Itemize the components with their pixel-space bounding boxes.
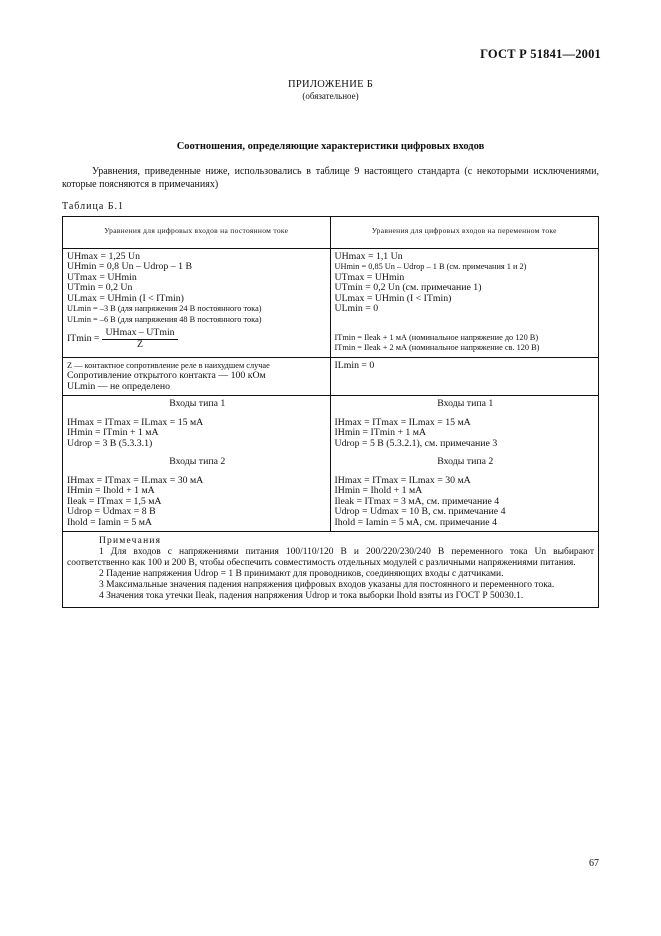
dc-type2-eq: Udrop = Udmax = 8 В [67, 506, 156, 517]
dc-type2-eq: IHmin = Ihold + 1 мА [67, 485, 155, 496]
dc-type1-eq: IHmin = ITmin + 1 мА [67, 427, 159, 438]
table-row-contact [63, 358, 598, 397]
fraction-denominator: Z [137, 338, 144, 350]
table-row-input-types [63, 396, 598, 532]
ac-eq: ULmin = 0 [334, 303, 379, 314]
table-row-notes [63, 532, 598, 607]
fraction-numerator: UHmax – UTmin [102, 328, 177, 340]
note-item: 1 Для входов с напряжениями питания 100/110/120 В и 200/220/230/240 В переменного тока Un выбирают соответственно как 100 и 200 В, чтобы обеспечить совместимость отдельных модулей с различными напряжениями питания. [67, 547, 594, 568]
ac-voltage-cell [331, 249, 599, 357]
dc-type2-eq: IHmax = ITmax = ILmax = 30 мА [67, 474, 204, 486]
dc-types-cell [63, 396, 331, 531]
header-dc: Уравнения для цифровых входов на постоянном токе [63, 217, 331, 248]
ac-type2-eq: IHmax = ITmax = ILmax = 30 мА [334, 474, 471, 486]
ac-note-line: ILmin = 0 [334, 359, 375, 371]
ac-itmin-eq: ITmin = Ileak + 1 мА (номинальное напряжение до 120 В) [334, 332, 539, 342]
notes-block [63, 532, 598, 607]
section-title: Соотношения, определяющие характеристики цифровых входов [176, 141, 485, 152]
dc-eq: ULmax = UHmin (I < ITmin) [67, 292, 184, 304]
standard-number: ГОСТ Р 51841—2001 [480, 47, 601, 61]
dc-type2-eq: Ileak = ITmax = 1,5 мА [67, 495, 162, 507]
note-item: 4 Значения тока утечки Ileak, падения напряжения Udrop и тока выборки Ihold взяты из ГОСТ Р 50030.1. [99, 591, 524, 601]
type2-heading: Входы типа 2 [169, 456, 226, 467]
ac-eq: UTmin = 0,2 Un (см. примечание 1) [334, 282, 482, 293]
dc-type1-eq: IHmax = ITmax = ILmax = 15 мА [67, 416, 204, 428]
notes-title: Примечания [99, 536, 162, 546]
note-item: 2 Падение напряжения Udrop = 1 В принимают для проводников, соединяющих входы с датчиками. [99, 569, 504, 579]
dc-voltage-cell [63, 249, 331, 357]
intro-paragraph: Уравнения, приведенные ниже, использовались в таблице 9 настоящего стандарта (с некоторыми исключениями, которые поясняются в примечаниях) [62, 166, 599, 190]
ac-eq: UHmax = 1,1 Un [334, 250, 403, 262]
itmin-formula [67, 328, 328, 350]
dc-type1-eq: Udrop = 3 В (5.3.3.1) [67, 437, 153, 449]
appendix-title: ПРИЛОЖЕНИЕ Б [287, 79, 374, 90]
table-header-row [63, 217, 598, 249]
note-item: 3 Максимальные значения падения напряжения цифровых входов указаны для постоянного и переменного тока. [99, 580, 555, 590]
ac-eq: ULmax = UHmin (I < ITmin) [334, 292, 452, 304]
dc-eq: ULmin = –6 В (для напряжения 48 В постоянного тока) [67, 314, 262, 324]
ac-eq: UTmax = UHmin [334, 271, 405, 283]
dc-note-line: Z — контактное сопротивление реле в наихудшем случае [67, 360, 270, 370]
type1-heading: Входы типа 1 [437, 398, 494, 409]
ac-type2-eq: Ileak = ITmax = 3 мА, см. примечание 4 [334, 495, 500, 507]
dc-eq: UHmax = 1,25 Un [67, 250, 141, 262]
header-ac: Уравнения для цифровых входов на переменном токе [371, 226, 557, 235]
ac-type2-eq: Ihold = Iаmin = 5 мА, см. примечание 4 [334, 516, 497, 528]
ac-type2-eq: IHmin = Ihold + 1 мА [334, 485, 423, 496]
ac-contact-cell [331, 358, 599, 396]
formula-lhs: ITmin = [67, 332, 100, 344]
dc-type2-eq: Ihold = Iаmin = 5 мА [67, 516, 153, 528]
dc-note-line: Сопротивление открытого контакта — 100 кОм [67, 370, 266, 381]
equations-table [62, 216, 599, 608]
table-caption: Таблица Б.1 [62, 201, 125, 212]
ac-type2-eq: Udrop = Udmax = 10 В, см. примечание 4 [334, 506, 506, 517]
type1-heading: Входы типа 1 [169, 398, 226, 409]
ac-eq: UHmin = 0,85 Un – Udrop – 1 В (см. примечания 1 и 2) [334, 262, 527, 271]
dc-eq: ULmin = –3 В (для напряжения 24 В постоянного тока) [67, 304, 262, 313]
dc-eq: UTmin = 0,2 Un [67, 282, 133, 293]
page-number: 67 [589, 858, 599, 869]
ac-type1-eq: IHmin = ITmin + 1 мА [334, 427, 427, 438]
dc-eq: UTmax = UHmin [67, 271, 137, 283]
ac-type1-eq: Udrop = 5 В (5.3.2.1), см. примечание 3 [334, 437, 498, 449]
dc-eq: UHmin = 0,8 Un – Udrop – 1 В [67, 261, 192, 272]
fraction [102, 328, 177, 350]
table-row-voltages [63, 249, 598, 358]
type2-heading: Входы типа 2 [437, 456, 494, 467]
ac-types-cell [331, 396, 599, 531]
dc-contact-cell [63, 358, 331, 396]
dc-note-line: ULmin — не определено [67, 380, 171, 392]
appendix-subtitle: (обязательное) [302, 91, 359, 101]
ac-type1-eq: IHmax = ITmax = ILmax = 15 мА [334, 416, 471, 428]
ac-itmin-eq: ITmin = Ileak + 2 мА (номинальное напряжение св. 120 В) [334, 343, 540, 352]
